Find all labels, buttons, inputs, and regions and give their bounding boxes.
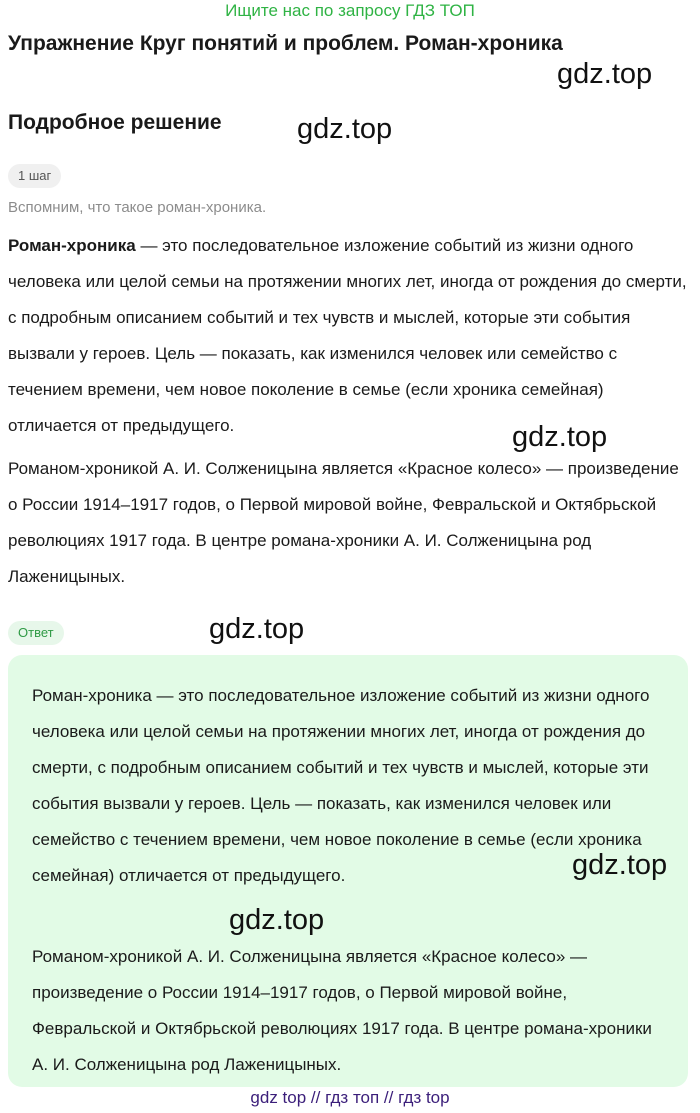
watermark: gdz.top [572, 849, 668, 881]
step-hint: Вспомним, что такое роман-хроника. [8, 199, 267, 216]
answer-example: Романом-хроникой А. И. Солженицына является «Красное колесо» — произведение о России 1914–1917 годов, о Первой мировой войне, Февральской и Октябрьской революциях 1917 года. В центре романа-хроники А. И. Солженицына род Лаженицыных. [32, 947, 652, 1074]
solution-definition [8, 228, 690, 444]
answer-badge: Ответ [8, 621, 64, 645]
solution-example: Романом-хроникой А. И. Солженицына является «Красное колесо» — произведение о России 1914–1917 годов, о Первой мировой войне, Февральской и Октябрьской революциях 1917 года. В центре романа-хроники А. И. Солженицына род Лаженицыных. [8, 459, 679, 586]
watermark: gdz.top [512, 421, 608, 453]
watermark: gdz.top [209, 613, 305, 645]
footer-watermark: gdz top // гдз топ // гдз top [250, 1088, 450, 1107]
watermark: gdz.top [297, 113, 393, 145]
step-badge: 1 шаг [8, 164, 61, 188]
exercise-title: Упражнение Круг понятий и проблем. Роман-хроника [8, 32, 563, 55]
section-heading: Подробное решение [8, 111, 222, 134]
answer-definition: Роман-хроника — это последовательное изложение событий из жизни одного человека или целой семьи на протяжении многих лет, иногда от рождения до смерти, с подробным описанием событий и тех чувств и мыслей, которые эти события вызвали у героев. Цель — показать, как изменился человек или семейство с течением времени, чем новое поколение в семье (если хроника семейная) отличается от предыдущего. [32, 686, 650, 885]
search-banner: Ищите нас по запросу ГДЗ ТОП [225, 1, 475, 20]
watermark: gdz.top [557, 58, 653, 90]
solution-definition-text: — это последовательное изложение событий из жизни одного человека или целой семьи на протяжении многих лет, иногда от рождения до смерти, с подробным описанием событий и тех чувств и мыслей, которые эти события вызвали у героев. Цель — показать, как изменился человек или семейство с течением времени, чем новое поколение в семье (если хроника семейная) отличается от предыдущего. [8, 236, 687, 435]
watermark: gdz.top [229, 904, 325, 936]
solution-term: Роман-хроника [8, 236, 136, 255]
